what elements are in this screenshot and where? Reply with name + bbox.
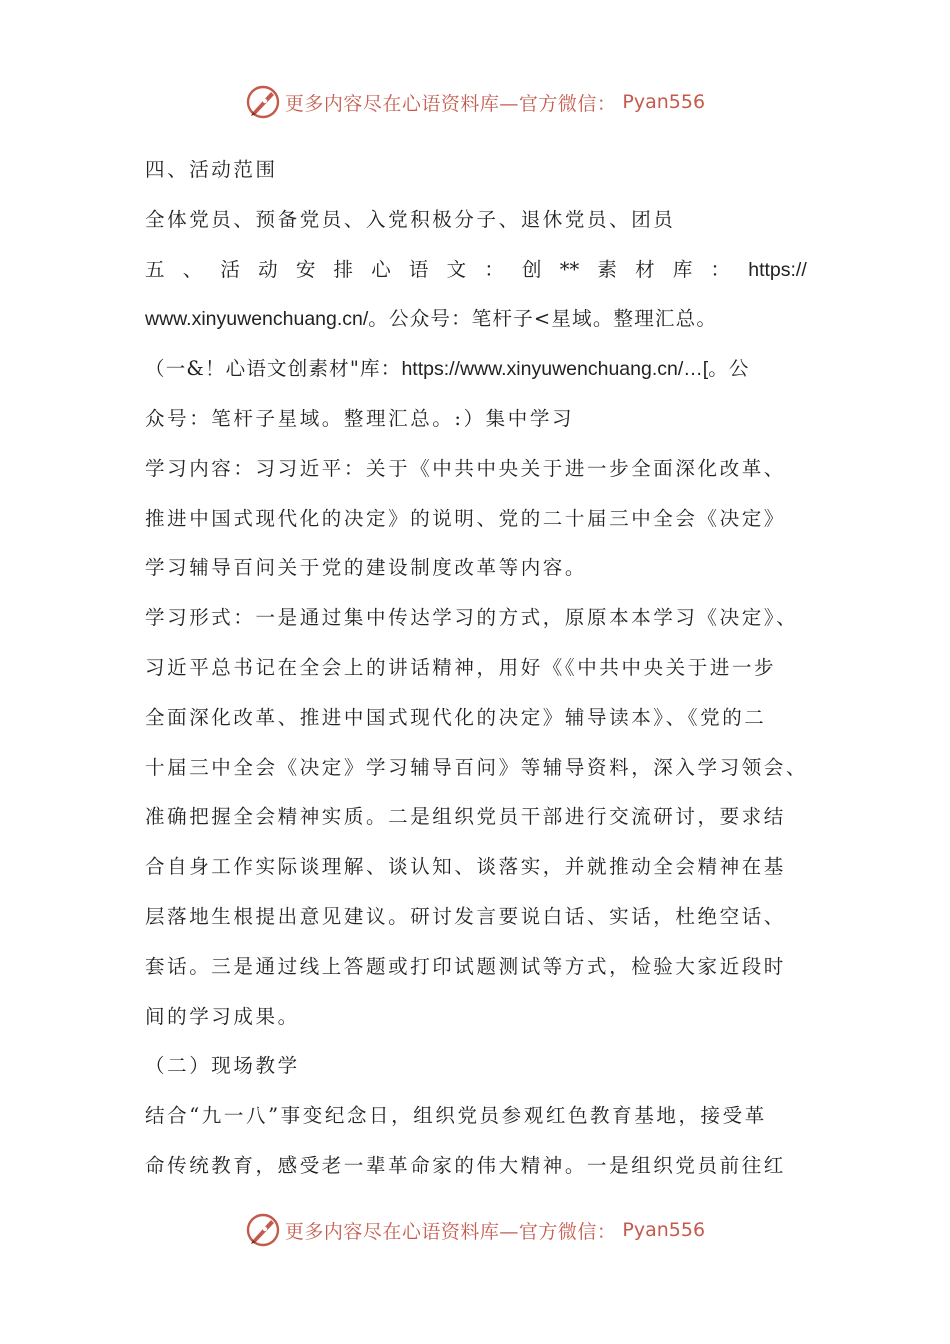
- paragraph-line: 学习内容：习习近平：关于《中共中央关于进一步全面深化改革、: [145, 456, 786, 480]
- footer-watermark: [0, 1210, 950, 1250]
- paragraph-line: 推进中国式现代化的决定》的说明、党的二十届三中全会《决定》: [145, 506, 786, 530]
- url-text: www.xinyuwenchuang.cn/: [145, 308, 369, 331]
- paragraph-line: 命传统教育，感受老一辈革命家的伟大精神。一是组织党员前往红: [145, 1153, 786, 1177]
- paragraph-line: 间的学习成果。: [145, 1004, 300, 1028]
- paragraph-line: 全面深化改革、推进中国式现代化的决定》辅导读本》、《党的二: [145, 705, 767, 729]
- section-heading-arrangement: 五 、 活 动 安 排 心 语 文 ： 创 ** 素 材 库 ： https://: [145, 257, 807, 281]
- paragraph-line: 众号：笔杆子星域。整理汇总。:）集中学习: [145, 406, 575, 430]
- watermark-text: 更多内容尽在心语资料库—官方微信：: [284, 1220, 617, 1243]
- paragraph-line: 学习辅导百问关于党的建设制度改革等内容。: [145, 556, 588, 580]
- paragraph-line: 合自身工作实际谈理解、谈认知、谈落实，并就推动全会精神在基: [145, 855, 786, 879]
- paragraph-line: 学习形式：一是通过集中传达学习的方式，原原本本学习《决定》、: [145, 606, 799, 630]
- pen-logo-icon: [245, 84, 281, 120]
- paragraph-line: 十届三中全会《决定》学习辅导百问》等辅导资料，深入学习领会、: [145, 755, 809, 779]
- url-text: https://www.xinyuwenchuang.cn/…[: [401, 358, 709, 381]
- paragraph-line: 层落地生根提出意见建议。研讨发言要说白话、实话，杜绝空话、: [145, 904, 786, 928]
- watermark-text: 更多内容尽在心语资料库—官方微信：: [284, 92, 617, 115]
- watermark-wechat-id: Pyan556: [622, 91, 706, 113]
- paragraph-line: www.xinyuwenchuang.cn/。公众号：笔杆子<星域。整理汇总。: [145, 307, 718, 331]
- paragraph-line: （一&！心语文创素材"库：https://www.xinyuwenchuang.cn/…[。公: [145, 357, 750, 381]
- section-heading-field-teaching: （二）现场教学: [145, 1054, 300, 1078]
- paragraph-line: 结合“九一八”事变纪念日，组织党员参观红色教育基地，接受革: [145, 1104, 767, 1128]
- watermark-wechat-id: Pyan556: [622, 1219, 706, 1241]
- paragraph-line: 准确把握全会精神实质。二是组织党员干部进行交流研讨，要求结: [145, 805, 786, 829]
- paragraph-line: 套话。三是通过线上答题或打印试题测试等方式，检验大家近段时: [145, 954, 786, 978]
- section-heading-scope: 四、活动范围: [145, 158, 278, 181]
- paragraph-line: 习近平总书记在全会上的讲话精神，用好《《中共中央关于进一步: [145, 655, 777, 679]
- document-body: [145, 148, 807, 1194]
- header-watermark: [0, 82, 950, 122]
- pen-logo-icon: [245, 1212, 281, 1248]
- paragraph-line: 全体党员、预备党员、入党积极分子、退休党员、团员: [145, 207, 676, 231]
